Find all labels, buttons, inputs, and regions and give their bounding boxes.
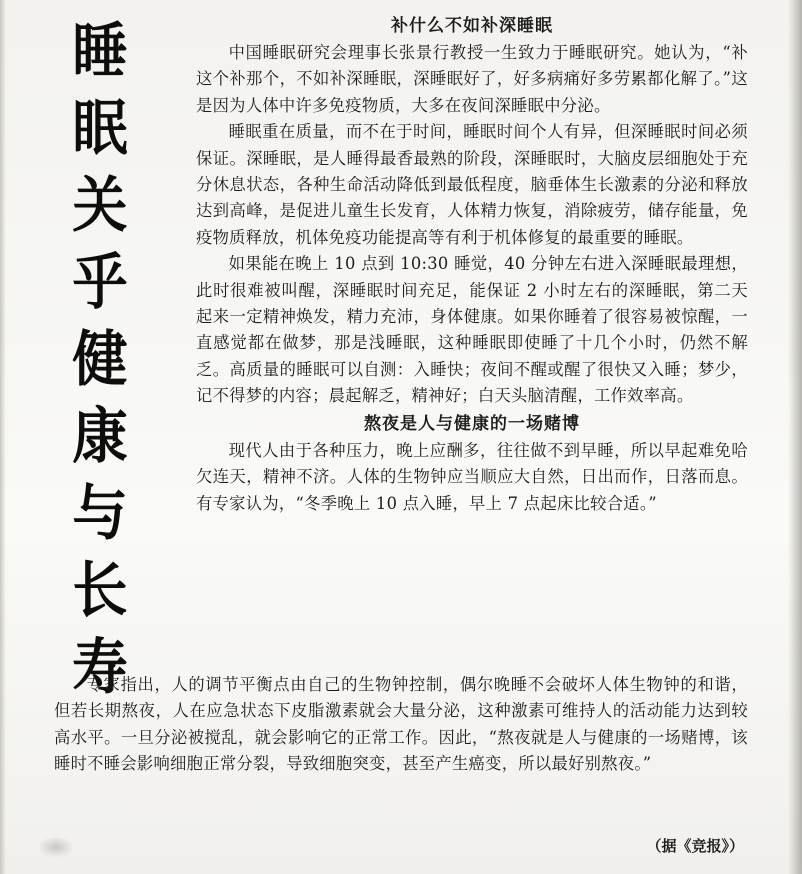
section2-paragraph-2: 专家指出，人的调节平衡点由自己的生物钟控制，偶尔晚睡不会破坏人体生物钟的和谐，但若长期熬夜，人在应急状态下皮脂激素就会大量分泌，这种激素可维持人的活动能力达到较高水平。一旦分泌被搅乱，就会影响它的正常工作。因此，“熬夜就是人与健康的一场赌博，该睡时不睡会影响细胞正常分裂，导致细胞突变，甚至产生癌变，所以最好别熬夜。”	[54, 675, 748, 774]
title-char: 寿	[72, 633, 128, 703]
section2-heading: 熬夜是人与健康的一场赌博	[364, 413, 580, 434]
article-column	[196, 12, 748, 517]
title-char: 与	[72, 479, 128, 549]
title-char: 健	[72, 325, 128, 395]
title-char: 长	[72, 556, 128, 626]
article-wide-block	[54, 672, 748, 778]
title-char: 康	[72, 402, 128, 472]
page-edge-right	[788, 0, 802, 874]
vertical-title	[52, 14, 148, 707]
page-edge-left	[0, 0, 6, 874]
title-char: 关	[72, 171, 128, 241]
title-char: 乎	[72, 248, 128, 318]
section1-paragraph-1: 中国睡眠研究会理事长张景行教授一生致力于睡眠研究。她认为，“补这个补那个，不如补深睡眠，深睡眠好了，好多病痛好多劳累都化解了。”这是因为人体中许多免疫物质，大多在夜间深睡眠中分泌。	[196, 43, 748, 115]
section1-paragraph-3: 如果能在晚上 10 点到 10:30 睡觉，40 分钟左右进入深睡眠最理想，此时很难被叫醒，深睡眠时间充足，能保证 2 小时左右的深睡眠，第二天起来一定精神焕发，精力充沛，身体健康。如果你睡着了很容易被惊醒，一直感觉都在做梦，那是浅睡眠，这种睡眠即使睡了十几个小时，仍然不解乏。高质量的睡眠可以自测：入睡快；夜间不醒或醒了很快又入睡；梦少，记不得梦的内容；晨起解乏，精神好；白天头脑清醒，工作效率高。	[196, 254, 748, 406]
title-char: 睡	[72, 17, 128, 87]
title-char: 眠	[72, 94, 128, 164]
scan-smudge	[38, 836, 74, 858]
section2-paragraph-1: 现代人由于各种压力，晚上应酬多，往往做不到早睡，所以早起难免哈欠连天，精神不济。人体的生物钟应当顺应大自然，日出而作，日落而息。有专家认为，“冬季晚上 10 点入睡，早上 7 点起床比较合适。”	[196, 440, 748, 513]
source-credit: （据《竞报》）	[646, 837, 744, 855]
section1-heading: 补什么不如补深睡眠	[391, 16, 553, 36]
section1-paragraph-2: 睡眠重在质量，而不在于时间，睡眠时间个人有异，但深睡眠时间必须保证。深睡眠，是人睡得最香最熟的阶段，深睡眠时，大脑皮层细胞处于充分休息状态，各种生命活动降低到最低程度，脑垂体生长激素的分泌和释放达到高峰，是促进儿童生长发育，人体精力恢复，消除疲劳，储存能量，免疫物质释放，机体免疫功能提高等有利于机体修复的最重要的睡眠。	[196, 122, 748, 247]
